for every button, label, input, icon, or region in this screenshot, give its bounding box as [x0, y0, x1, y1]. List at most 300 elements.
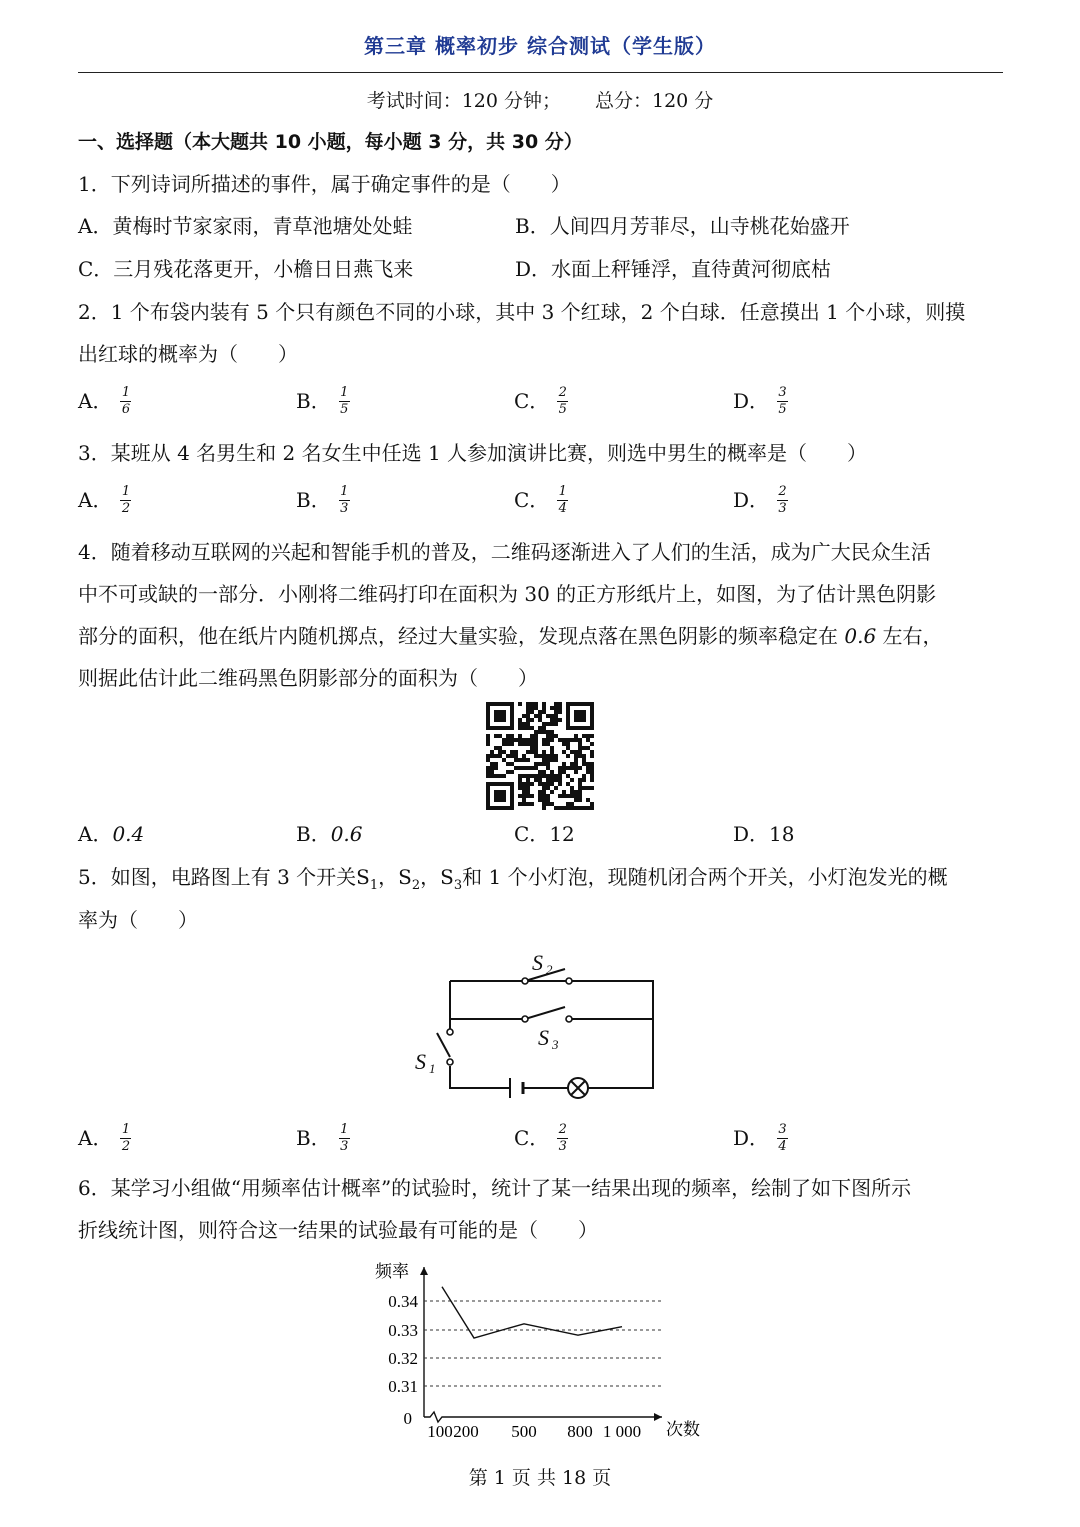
qr-module [498, 750, 502, 754]
qr-module [554, 734, 558, 738]
switch-s1-blade [437, 1033, 450, 1057]
option-label: D． [733, 389, 770, 413]
qr-module [538, 730, 542, 734]
fraction [557, 485, 568, 515]
denominator: 3 [340, 1139, 349, 1154]
qr-module [546, 734, 550, 738]
option-label: A． [78, 1126, 113, 1150]
y-axis-title: 频率 [375, 1262, 409, 1282]
qr-module [514, 754, 518, 758]
fraction [557, 1123, 568, 1153]
q5-line1 [78, 865, 1008, 898]
qr-module [526, 702, 530, 706]
qr-module [590, 770, 594, 774]
qr-module [490, 750, 494, 754]
qr-module [522, 798, 526, 802]
qr-module [530, 734, 534, 738]
fraction [339, 386, 350, 416]
qr-module [494, 762, 498, 766]
qr-module [494, 734, 498, 738]
qr-module [546, 774, 550, 778]
circuit-diagram [405, 945, 665, 1100]
qr-module [542, 758, 546, 762]
qr-module [530, 746, 534, 750]
qr-module [550, 774, 554, 778]
qr-module [562, 806, 566, 810]
qr-module [542, 770, 546, 774]
qr-module [510, 750, 514, 754]
qr-module [518, 722, 522, 726]
qr-module [562, 794, 566, 798]
y-tick-label: 0.31 [388, 1377, 418, 1396]
exam-info [0, 86, 1080, 113]
qr-module [486, 754, 490, 758]
qr-module [514, 750, 518, 754]
qr-module [542, 802, 546, 806]
denominator: 5 [340, 402, 349, 417]
qr-module [522, 758, 526, 762]
qr-module [518, 718, 522, 722]
qr-module [590, 742, 594, 746]
qr-module [530, 766, 534, 770]
qr-module [578, 750, 582, 754]
qr-module [538, 794, 542, 798]
qr-module [578, 798, 582, 802]
label-s2: S [532, 950, 543, 975]
qr-module [566, 774, 570, 778]
qr-module [562, 750, 566, 754]
qr-code-image [484, 701, 596, 811]
qr-module [490, 762, 494, 766]
qr-module [542, 702, 546, 706]
qr-module [526, 750, 530, 754]
qr-module [538, 726, 542, 730]
qr-module [510, 754, 514, 758]
option-label: C． [514, 822, 550, 846]
option-label: A． [78, 389, 113, 413]
x-axis [424, 1412, 662, 1422]
qr-module [578, 746, 582, 750]
qr-module [538, 798, 542, 802]
qr-module [534, 714, 538, 718]
option-label: C． [514, 1126, 550, 1150]
qr-module [578, 786, 582, 790]
qr-module [558, 706, 562, 710]
qr-module [574, 770, 578, 774]
qr-module [582, 786, 586, 790]
qr-module [534, 730, 538, 734]
qr-module [558, 806, 562, 810]
qr-module [546, 714, 550, 718]
q4-line3 [78, 624, 1008, 648]
option-value: 18 [769, 822, 795, 846]
qr-module [542, 762, 546, 766]
qr-module [578, 738, 582, 742]
denominator: 2 [121, 1139, 131, 1154]
qr-module [530, 710, 534, 714]
qr-module [490, 770, 494, 774]
qr-module [526, 714, 530, 718]
qr-module [550, 770, 554, 774]
qr-module [578, 778, 582, 782]
qr-module [518, 778, 522, 782]
qr-module [510, 738, 514, 742]
qr-module [514, 738, 518, 742]
option-label: C． [514, 389, 550, 413]
qr-module [550, 706, 554, 710]
qr-module [558, 770, 562, 774]
qr-module [546, 762, 550, 766]
qr-module [566, 742, 570, 746]
q5-line2: 率为（ ） [78, 908, 198, 932]
qr-module [538, 770, 542, 774]
qr-module [570, 790, 574, 794]
switch-s1-contact [447, 1059, 453, 1065]
qr-module [526, 718, 530, 722]
qr-module [562, 766, 566, 770]
qr-module [570, 738, 574, 742]
qr-finder-pattern [574, 710, 586, 722]
qr-module [514, 766, 518, 770]
circuit-wire-outer [465, 981, 653, 1088]
label-s1-sub: 1 [429, 1061, 436, 1076]
qr-module [570, 750, 574, 754]
q4-frequency-value: 0.6 [844, 624, 877, 648]
fraction [120, 386, 131, 416]
qr-module [566, 746, 570, 750]
qr-module [546, 778, 550, 782]
qr-module [546, 766, 550, 770]
qr-module [522, 742, 526, 746]
denominator: 3 [558, 1139, 567, 1154]
qr-module [518, 774, 522, 778]
switch-s2-contact [566, 978, 572, 984]
qr-finder-pattern [494, 710, 506, 722]
qr-module [574, 798, 578, 802]
qr-module [558, 702, 562, 706]
qr-module [498, 754, 502, 758]
qr-module [522, 714, 526, 718]
qr-module [490, 766, 494, 770]
qr-finder-pattern [494, 790, 506, 802]
fraction [557, 386, 568, 416]
qr-module [586, 766, 590, 770]
denominator: 2 [121, 501, 131, 516]
qr-module [554, 806, 558, 810]
qr-module [494, 774, 498, 778]
option-label: B． [296, 1126, 331, 1150]
qr-module [486, 770, 490, 774]
qr-module [526, 706, 530, 710]
qr-module [578, 794, 582, 798]
qr-module [558, 766, 562, 770]
switch-s1-contact [447, 1029, 453, 1035]
qr-module [546, 782, 550, 786]
q5-option-b [296, 1123, 350, 1153]
qr-module [538, 718, 542, 722]
qr-module [586, 798, 590, 802]
option-label: B． [296, 488, 331, 512]
qr-module [578, 790, 582, 794]
q4-line2: 中不可或缺的一部分．小刚将二维码打印在面积为 30 的正方形纸片上，如图，为了估计黑色阴影 [78, 582, 937, 606]
qr-module [542, 722, 546, 726]
qr-module [566, 782, 570, 786]
qr-module [526, 802, 530, 806]
x-tick-label: 1 000 [602, 1422, 642, 1441]
q5-text-tail: 和 1 个小灯泡，现随机闭合两个开关，小灯泡发光的概 [462, 865, 948, 889]
option-label: C． [514, 488, 550, 512]
qr-module [574, 750, 578, 754]
switch-s2: S [398, 865, 412, 889]
qr-module [550, 730, 554, 734]
q3-option-d [733, 485, 788, 515]
qr-module [542, 750, 546, 754]
qr-module [506, 754, 510, 758]
qr-module [518, 758, 522, 762]
qr-module [586, 746, 590, 750]
qr-module [534, 734, 538, 738]
qr-module [570, 778, 574, 782]
qr-module [502, 758, 506, 762]
qr-module [554, 786, 558, 790]
qr-module [526, 722, 530, 726]
qr-module [554, 754, 558, 758]
qr-module [486, 738, 490, 742]
qr-module [534, 742, 538, 746]
denominator: 6 [121, 402, 131, 417]
qr-module [550, 734, 554, 738]
qr-module [518, 702, 522, 706]
qr-module [570, 802, 574, 806]
qr-module [574, 738, 578, 742]
qr-module [534, 706, 538, 710]
qr-module [542, 710, 546, 714]
qr-module [542, 798, 546, 802]
fraction [777, 386, 788, 416]
qr-module [538, 778, 542, 782]
qr-module [526, 794, 530, 798]
qr-module [518, 766, 522, 770]
denominator: 5 [778, 402, 787, 417]
x-axis-title: 次数 [666, 1420, 700, 1440]
qr-module [578, 742, 582, 746]
qr-module [574, 762, 578, 766]
qr-module [542, 730, 546, 734]
y-axis-arrow [420, 1267, 428, 1275]
qr-module [530, 702, 534, 706]
q4-option-d [733, 822, 795, 846]
qr-module [538, 754, 542, 758]
qr-module [510, 770, 514, 774]
section-heading: 一、选择题（本大题共 10 小题，每小题 3 分，共 30 分） [78, 131, 583, 153]
qr-module [586, 734, 590, 738]
qr-module [534, 750, 538, 754]
qr-module [574, 758, 578, 762]
q3-stem: 3．某班从 4 名男生和 2 名女生中任选 1 人参加演讲比赛，则选中男生的概率是（ ） [78, 441, 868, 465]
fraction [777, 485, 788, 515]
qr-module [570, 794, 574, 798]
qr-module [530, 750, 534, 754]
x-tick-label: 500 [511, 1422, 537, 1441]
qr-module [550, 714, 554, 718]
qr-module [518, 794, 522, 798]
qr-module [574, 734, 578, 738]
qr-module [546, 798, 550, 802]
qr-module [510, 734, 514, 738]
qr-module [538, 782, 542, 786]
qr-module [522, 766, 526, 770]
qr-module [542, 742, 546, 746]
q1-option-c: C．三月残花落更开，小檐日日燕飞来 [78, 257, 414, 281]
qr-module [590, 762, 594, 766]
qr-module [510, 762, 514, 766]
qr-module [518, 726, 522, 730]
qr-module [534, 746, 538, 750]
qr-module [534, 762, 538, 766]
page-title: 第三章 概率初步 综合测试（学生版） [364, 34, 716, 58]
qr-module [526, 710, 530, 714]
qr-module [586, 762, 590, 766]
qr-module [550, 782, 554, 786]
qr-module [562, 738, 566, 742]
qr-module [574, 766, 578, 770]
qr-module [562, 790, 566, 794]
qr-module [546, 794, 550, 798]
denominator: 5 [558, 402, 567, 417]
qr-module [590, 766, 594, 770]
qr-module [530, 794, 534, 798]
qr-module [518, 742, 522, 746]
qr-module [506, 742, 510, 746]
qr-module [582, 778, 586, 782]
qr-module [530, 718, 534, 722]
denominator: 4 [558, 501, 567, 516]
qr-module [554, 722, 558, 726]
qr-module [554, 778, 558, 782]
qr-module [498, 774, 502, 778]
page-footer: 第 1 页 共 18 页 [468, 1467, 612, 1489]
qr-module [530, 738, 534, 742]
qr-module [582, 734, 586, 738]
qr-module [494, 766, 498, 770]
qr-module [526, 758, 530, 762]
qr-module [550, 718, 554, 722]
qr-module [494, 754, 498, 758]
qr-module [526, 778, 530, 782]
qr-module [550, 758, 554, 762]
qr-module [562, 770, 566, 774]
qr-module [546, 738, 550, 742]
qr-module [486, 766, 490, 770]
q1-option-d: D．水面上秤锤浮，直待黄河彻底枯 [515, 257, 832, 281]
qr-module [526, 774, 530, 778]
numerator: 1 [121, 385, 131, 400]
qr-module [550, 746, 554, 750]
switch-s1: S [356, 865, 370, 889]
qr-module [526, 786, 530, 790]
qr-module [534, 774, 538, 778]
qr-module [582, 758, 586, 762]
qr-module [554, 774, 558, 778]
qr-module [542, 786, 546, 790]
qr-module [546, 802, 550, 806]
qr-module [506, 770, 510, 774]
qr-module [486, 734, 490, 738]
qr-module [590, 750, 594, 754]
q2-option-c [514, 386, 568, 416]
qr-module [526, 738, 530, 742]
fraction [339, 485, 350, 515]
option-label: A． [78, 488, 113, 512]
qr-module [490, 774, 494, 778]
qr-module [530, 706, 534, 710]
qr-module [578, 766, 582, 770]
qr-module [586, 806, 590, 810]
qr-module [590, 778, 594, 782]
q1-stem: 1．下列诗词所描述的事件，属于确定事件的是（ ） [78, 172, 571, 196]
q2-stem-line2: 出红球的概率为（ ） [78, 342, 298, 366]
qr-module [550, 802, 554, 806]
q2-stem-line1: 2．1 个布袋内装有 5 个只有颜色不同的小球，其中 3 个红球，2 个白球．任意摸出 1 个小球，则摸 [78, 300, 966, 324]
qr-module [546, 730, 550, 734]
qr-module [502, 774, 506, 778]
qr-module [526, 726, 530, 730]
qr-module [546, 786, 550, 790]
qr-module [590, 774, 594, 778]
qr-module [550, 750, 554, 754]
qr-module [522, 794, 526, 798]
qr-module [542, 774, 546, 778]
qr-module [554, 758, 558, 762]
qr-module [558, 738, 562, 742]
qr-module [558, 782, 562, 786]
qr-module [522, 786, 526, 790]
numerator: 2 [778, 484, 787, 499]
qr-module [526, 782, 530, 786]
qr-module [590, 786, 594, 790]
qr-module [550, 754, 554, 758]
qr-module [558, 710, 562, 714]
qr-module [530, 782, 534, 786]
qr-module [550, 778, 554, 782]
qr-module [522, 754, 526, 758]
qr-module [542, 706, 546, 710]
qr-module [554, 714, 558, 718]
numerator: 1 [558, 484, 567, 499]
qr-module [542, 738, 546, 742]
switch-s3-contact [566, 1016, 572, 1022]
q5-option-a [78, 1123, 131, 1153]
qr-module [534, 778, 538, 782]
qr-module [510, 742, 514, 746]
qr-module [558, 774, 562, 778]
qr-module [542, 806, 546, 810]
label-s3: S [538, 1025, 549, 1050]
qr-module [578, 754, 582, 758]
qr-module [542, 794, 546, 798]
qr-module [578, 782, 582, 786]
q4-option-c [514, 822, 575, 846]
qr-module [502, 738, 506, 742]
qr-module [590, 806, 594, 810]
qr-module [570, 786, 574, 790]
qr-module [586, 770, 590, 774]
switch-s3-sub: 3 [453, 878, 463, 893]
qr-module [542, 782, 546, 786]
header-rule [78, 72, 1003, 73]
q3-option-c [514, 485, 568, 515]
qr-module [518, 734, 522, 738]
